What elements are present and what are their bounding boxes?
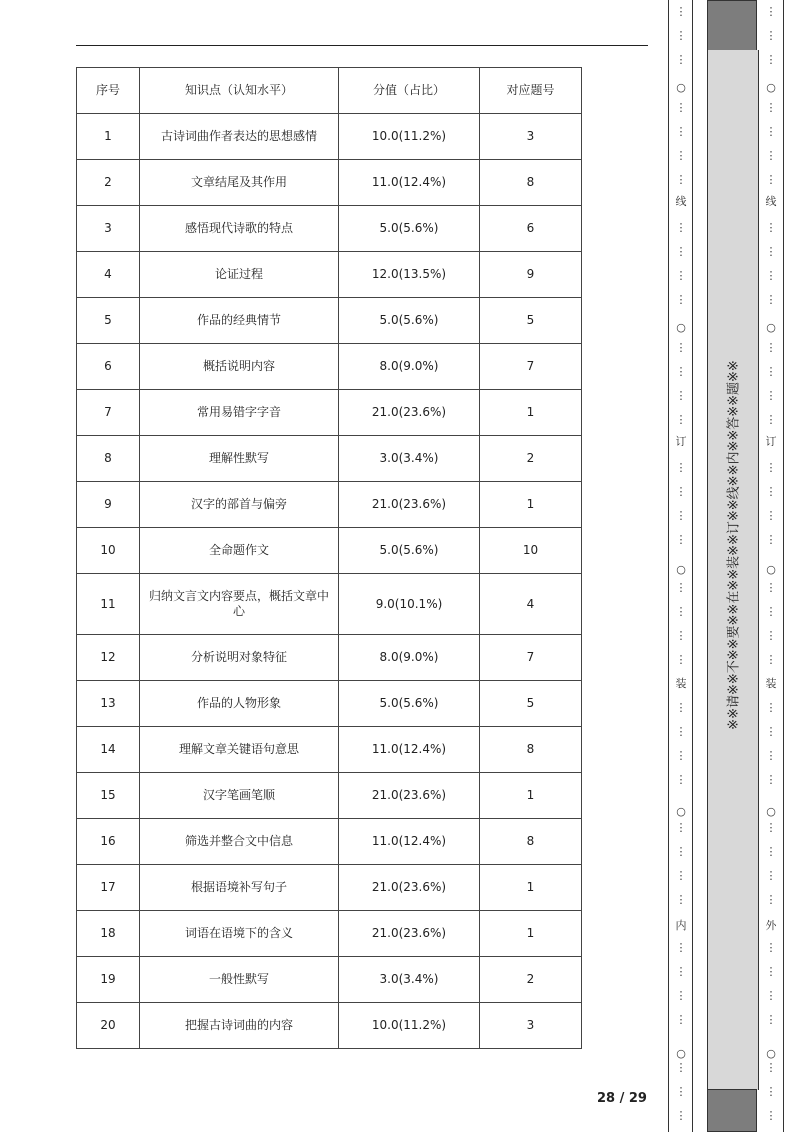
outer-label-ding: 订 [765, 435, 777, 448]
cell-question-number: 8 [480, 819, 582, 865]
table-row [77, 681, 582, 727]
cell-knowledge-point: 全命题作文 [140, 528, 339, 574]
binding-hole-icon: ○ [766, 1047, 776, 1060]
cell-knowledge-point: 感悟现代诗歌的特点 [140, 206, 339, 252]
cell-question-number: 1 [480, 865, 582, 911]
dot-separator: ⋮ [765, 605, 777, 618]
outer-dotted-column [765, 0, 777, 1132]
dot-separator: ⋮ [675, 653, 687, 666]
cell-knowledge-point: 古诗词曲作者表达的思想感情 [140, 114, 339, 160]
dot-separator: ⋮ [765, 29, 777, 42]
outer-label-wai: 外 [765, 919, 777, 932]
dot-separator: ⋮ [675, 29, 687, 42]
binding-line-inner [692, 0, 693, 1132]
cell-score: 8.0(9.0%) [339, 635, 480, 681]
dot-separator: ⋮ [675, 869, 687, 882]
dot-separator: ⋮ [765, 365, 777, 378]
dot-separator: ⋮ [675, 533, 687, 546]
dot-separator: ⋮ [675, 581, 687, 594]
dot-separator: ⋮ [675, 749, 687, 762]
dot-separator: ⋮ [765, 629, 777, 642]
table-row [77, 482, 582, 528]
binding-hole-icon: ○ [676, 321, 686, 334]
header-question-number: 对应题号 [480, 68, 582, 114]
dot-separator: ⋮ [675, 1061, 687, 1074]
dot-separator: ⋮ [765, 533, 777, 546]
cell-index: 9 [77, 482, 140, 528]
cell-index: 20 [77, 1003, 140, 1049]
cell-question-number: 4 [480, 574, 582, 635]
dot-separator: ⋮ [675, 1109, 687, 1122]
table-row [77, 206, 582, 252]
dot-separator: ⋮ [765, 1085, 777, 1098]
outer-label-zhuang: 装 [765, 677, 777, 690]
dot-separator: ⋮ [765, 581, 777, 594]
cell-question-number: 7 [480, 635, 582, 681]
cell-score: 21.0(23.6%) [339, 773, 480, 819]
dot-separator: ⋮ [675, 725, 687, 738]
cell-knowledge-point: 一般性默写 [140, 957, 339, 1003]
dot-separator: ⋮ [765, 221, 777, 234]
cell-knowledge-point: 词语在语境下的含义 [140, 911, 339, 957]
dot-separator: ⋮ [675, 845, 687, 858]
dot-separator: ⋮ [675, 509, 687, 522]
cell-knowledge-point: 根据语境补写句子 [140, 865, 339, 911]
cell-index: 12 [77, 635, 140, 681]
page-number: 28 / 29 [597, 1091, 647, 1106]
dot-separator: ⋮ [765, 173, 777, 186]
cell-score: 5.0(5.6%) [339, 298, 480, 344]
header-score: 分值（占比） [339, 68, 480, 114]
dot-separator: ⋮ [765, 293, 777, 306]
dot-separator: ⋮ [765, 101, 777, 114]
binding-label-nei: 内 [675, 919, 687, 932]
cell-index: 18 [77, 911, 140, 957]
binding-notice: ※※请※※不※※要※※在※※装※※订※※线※※内※※答※※题※※ [726, 360, 742, 730]
dot-separator: ⋮ [765, 5, 777, 18]
cell-score: 3.0(3.4%) [339, 957, 480, 1003]
cell-score: 12.0(13.5%) [339, 252, 480, 298]
cell-question-number: 6 [480, 206, 582, 252]
cell-knowledge-point: 理解性默写 [140, 436, 339, 482]
dot-separator: ⋮ [675, 269, 687, 282]
table-row [77, 436, 582, 482]
table-row [77, 957, 582, 1003]
dot-separator: ⋮ [765, 821, 777, 834]
knowledge-table [76, 67, 582, 1049]
table-row [77, 865, 582, 911]
dot-separator: ⋮ [765, 53, 777, 66]
dot-separator: ⋮ [765, 413, 777, 426]
cell-knowledge-point: 归纳文言文内容要点，概括文章中心 [140, 574, 339, 635]
cell-score: 3.0(3.4%) [339, 436, 480, 482]
dot-separator: ⋮ [765, 869, 777, 882]
dot-separator: ⋮ [675, 941, 687, 954]
cell-index: 14 [77, 727, 140, 773]
dot-separator: ⋮ [765, 989, 777, 1002]
cell-question-number: 3 [480, 1003, 582, 1049]
binding-hole-icon: ○ [766, 321, 776, 334]
binding-label-ding: 订 [675, 435, 687, 448]
cell-score: 21.0(23.6%) [339, 482, 480, 528]
cell-index: 1 [77, 114, 140, 160]
binding-hole-icon: ○ [676, 1047, 686, 1060]
table-row [77, 390, 582, 436]
table-row [77, 298, 582, 344]
cell-score: 11.0(12.4%) [339, 160, 480, 206]
dot-separator: ⋮ [675, 485, 687, 498]
dot-separator: ⋮ [765, 1013, 777, 1026]
dot-separator: ⋮ [675, 293, 687, 306]
binding-hole-icon: ○ [766, 563, 776, 576]
dot-separator: ⋮ [675, 5, 687, 18]
dot-separator: ⋮ [675, 101, 687, 114]
cell-index: 3 [77, 206, 140, 252]
cell-index: 15 [77, 773, 140, 819]
cell-question-number: 5 [480, 681, 582, 727]
cell-knowledge-point: 汉字的部首与偏旁 [140, 482, 339, 528]
binding-label-line: 线 [675, 195, 687, 208]
binding-block-top [707, 0, 757, 51]
cell-knowledge-point: 汉字笔画笔顺 [140, 773, 339, 819]
cell-knowledge-point: 常用易错字字音 [140, 390, 339, 436]
dot-separator: ⋮ [675, 149, 687, 162]
table-row [77, 773, 582, 819]
binding-line-right [783, 0, 784, 1132]
cell-score: 10.0(11.2%) [339, 1003, 480, 1049]
dot-separator: ⋮ [765, 653, 777, 666]
dot-separator: ⋮ [765, 341, 777, 354]
cell-question-number: 1 [480, 482, 582, 528]
binding-hole-icon: ○ [766, 805, 776, 818]
dot-separator: ⋮ [675, 125, 687, 138]
dot-separator: ⋮ [675, 1085, 687, 1098]
cell-knowledge-point: 作品的经典情节 [140, 298, 339, 344]
dot-separator: ⋮ [765, 1109, 777, 1122]
dot-separator: ⋮ [675, 965, 687, 978]
header-rule [76, 45, 648, 46]
cell-question-number: 3 [480, 114, 582, 160]
dot-separator: ⋮ [765, 485, 777, 498]
dot-separator: ⋮ [765, 389, 777, 402]
cell-question-number: 5 [480, 298, 582, 344]
dot-separator: ⋮ [765, 125, 777, 138]
table-row [77, 635, 582, 681]
cell-score: 8.0(9.0%) [339, 344, 480, 390]
cell-score: 5.0(5.6%) [339, 206, 480, 252]
dot-separator: ⋮ [675, 245, 687, 258]
binding-hole-icon: ○ [676, 563, 686, 576]
cell-index: 2 [77, 160, 140, 206]
dot-separator: ⋮ [675, 53, 687, 66]
table-row [77, 252, 582, 298]
cell-score: 21.0(23.6%) [339, 911, 480, 957]
cell-question-number: 8 [480, 160, 582, 206]
dot-separator: ⋮ [765, 149, 777, 162]
dot-separator: ⋮ [675, 989, 687, 1002]
dot-separator: ⋮ [765, 269, 777, 282]
dot-separator: ⋮ [765, 245, 777, 258]
cell-knowledge-point: 作品的人物形象 [140, 681, 339, 727]
cell-knowledge-point: 理解文章关键语句意思 [140, 727, 339, 773]
cell-question-number: 1 [480, 911, 582, 957]
table-row [77, 1003, 582, 1049]
cell-knowledge-point: 概括说明内容 [140, 344, 339, 390]
dot-separator: ⋮ [765, 461, 777, 474]
cell-knowledge-point: 分析说明对象特征 [140, 635, 339, 681]
cell-index: 13 [77, 681, 140, 727]
cell-index: 19 [77, 957, 140, 1003]
cell-score: 9.0(10.1%) [339, 574, 480, 635]
cell-knowledge-point: 论证过程 [140, 252, 339, 298]
dot-separator: ⋮ [765, 701, 777, 714]
cell-question-number: 1 [480, 390, 582, 436]
cell-score: 5.0(5.6%) [339, 681, 480, 727]
dot-separator: ⋮ [765, 893, 777, 906]
binding-line-left [668, 0, 669, 1132]
binding-hole-icon: ○ [676, 805, 686, 818]
dot-separator: ⋮ [675, 389, 687, 402]
table-row [77, 574, 582, 635]
inner-dotted-column [675, 0, 687, 1132]
dot-separator: ⋮ [675, 701, 687, 714]
cell-index: 8 [77, 436, 140, 482]
dot-separator: ⋮ [675, 821, 687, 834]
cell-score: 5.0(5.6%) [339, 528, 480, 574]
cell-question-number: 9 [480, 252, 582, 298]
dot-separator: ⋮ [675, 461, 687, 474]
outer-label-line: 线 [765, 195, 777, 208]
table-row [77, 911, 582, 957]
dot-separator: ⋮ [765, 509, 777, 522]
binding-hole-icon: ○ [766, 81, 776, 94]
binding-block-bottom [707, 1089, 757, 1132]
dot-separator: ⋮ [765, 965, 777, 978]
cell-knowledge-point: 筛选并整合文中信息 [140, 819, 339, 865]
dot-separator: ⋮ [675, 221, 687, 234]
cell-index: 5 [77, 298, 140, 344]
dot-separator: ⋮ [765, 725, 777, 738]
cell-question-number: 10 [480, 528, 582, 574]
cell-index: 17 [77, 865, 140, 911]
dot-separator: ⋮ [765, 773, 777, 786]
cell-question-number: 2 [480, 436, 582, 482]
header-index: 序号 [77, 68, 140, 114]
dot-separator: ⋮ [675, 893, 687, 906]
table-row [77, 160, 582, 206]
cell-index: 11 [77, 574, 140, 635]
dot-separator: ⋮ [675, 605, 687, 618]
table-row [77, 727, 582, 773]
cell-index: 6 [77, 344, 140, 390]
dot-separator: ⋮ [765, 845, 777, 858]
dot-separator: ⋮ [675, 365, 687, 378]
dot-separator: ⋮ [675, 173, 687, 186]
cell-score: 21.0(23.6%) [339, 865, 480, 911]
cell-question-number: 1 [480, 773, 582, 819]
table-row [77, 819, 582, 865]
cell-index: 7 [77, 390, 140, 436]
dot-separator: ⋮ [675, 629, 687, 642]
header-knowledge-point: 知识点（认知水平） [140, 68, 339, 114]
dot-separator: ⋮ [675, 341, 687, 354]
cell-question-number: 7 [480, 344, 582, 390]
dot-separator: ⋮ [675, 1013, 687, 1026]
dot-separator: ⋮ [765, 749, 777, 762]
table-row [77, 114, 582, 160]
binding-hole-icon: ○ [676, 81, 686, 94]
table-row [77, 344, 582, 390]
dot-separator: ⋮ [765, 941, 777, 954]
dot-separator: ⋮ [765, 1061, 777, 1074]
cell-index: 10 [77, 528, 140, 574]
table-header-row [77, 68, 582, 114]
cell-score: 21.0(23.6%) [339, 390, 480, 436]
dot-separator: ⋮ [675, 413, 687, 426]
table-row [77, 528, 582, 574]
cell-index: 4 [77, 252, 140, 298]
cell-knowledge-point: 把握古诗词曲的内容 [140, 1003, 339, 1049]
cell-question-number: 2 [480, 957, 582, 1003]
cell-score: 11.0(12.4%) [339, 819, 480, 865]
cell-score: 11.0(12.4%) [339, 727, 480, 773]
cell-question-number: 8 [480, 727, 582, 773]
cell-knowledge-point: 文章结尾及其作用 [140, 160, 339, 206]
binding-label-zhuang: 装 [675, 677, 687, 690]
cell-index: 16 [77, 819, 140, 865]
cell-score: 10.0(11.2%) [339, 114, 480, 160]
dot-separator: ⋮ [675, 773, 687, 786]
